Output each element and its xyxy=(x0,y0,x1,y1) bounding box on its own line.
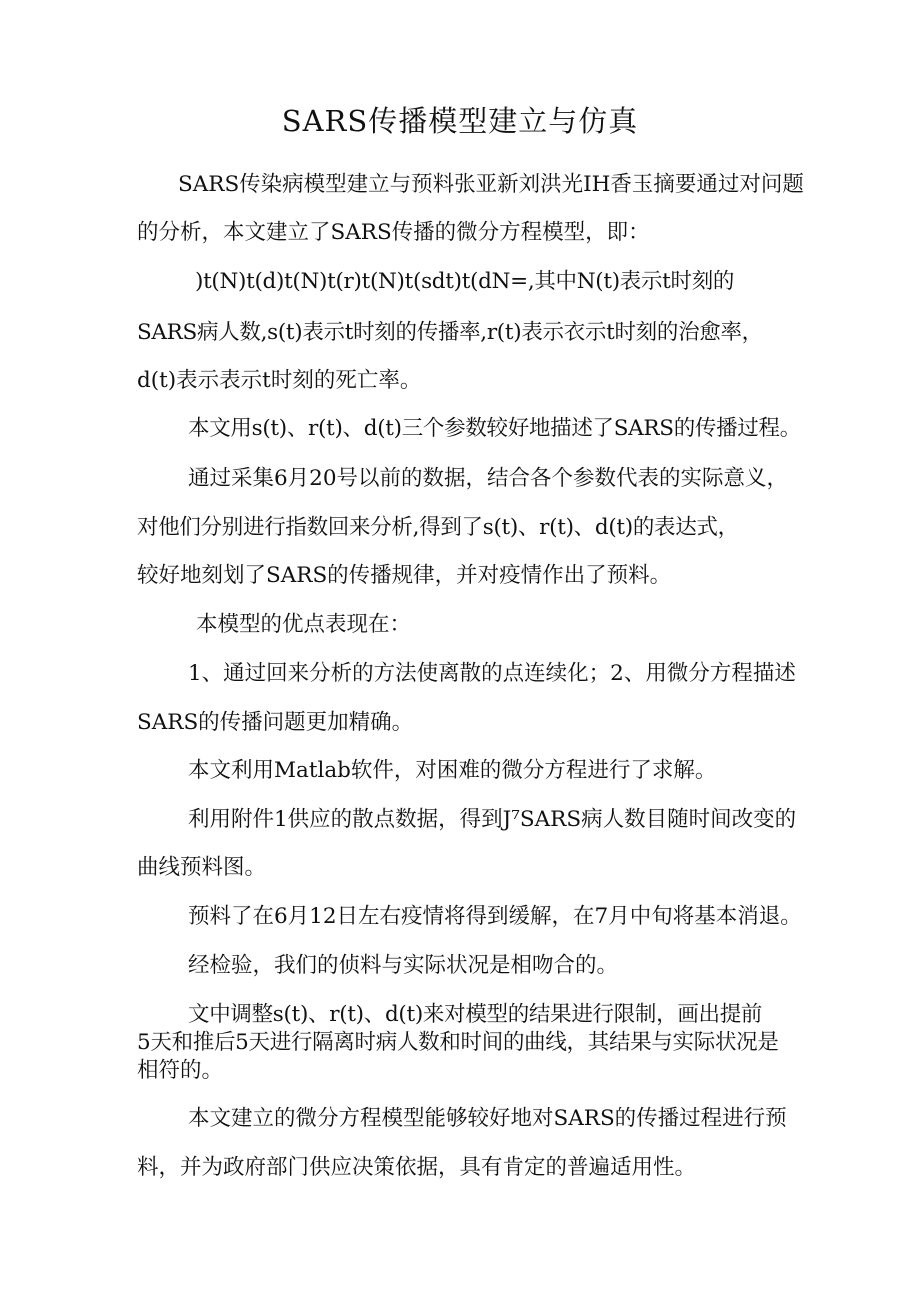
paragraph-line: SARS传染病模型建立与预料张亚新刘洪光IH香玉摘要通过对问题 xyxy=(178,172,804,197)
paragraph-line: SARS病人数,s(t)表示t时刻的传播率,r(t)表示衣示t时刻的治愈率， xyxy=(137,320,763,345)
paragraph-line: 5天和推后5天进行隔离时病人数和时间的曲线，其结果与实际状况是 xyxy=(137,1030,779,1055)
paragraph-line: 本文利用Matlab软件，对困难的微分方程进行了求解。 xyxy=(188,758,717,783)
paragraph-line: )t(N)t(d)t(N)t(r)t(N)t(sdt)t(dN=,其中N(t)表示t时刻的 xyxy=(195,269,735,294)
document-title: SARS传播模型建立与仿真 xyxy=(281,104,639,138)
paragraph-line: d(t)表示表示t时刻的死亡率。 xyxy=(137,368,422,393)
paragraph-line: 利用附件1供应的散点数据，得到J⁷SARS病人数目随时间改变的 xyxy=(188,807,797,832)
paragraph-line: 本文建立的微分方程模型能够较好地对SARS的传播过程进行预 xyxy=(188,1106,787,1131)
paragraph-line: 本文用s(t)、r(t)、d(t)三个参数较好地描述了SARS的传播过程。 xyxy=(188,416,801,441)
paragraph-line: 对他们分别进行指数回来分析,得到了s(t)、r(t)、d(t)的表达式， xyxy=(137,515,739,540)
paragraph-line: 相符的。 xyxy=(137,1058,224,1083)
paragraph-line: 通过采集6月20号以前的数据，结合各个参数代表的实际意义， xyxy=(188,466,789,491)
paragraph-line: 本模型的优点表现在： xyxy=(196,612,412,637)
paragraph-line: 文中调整s(t)、r(t)、d(t)来对模型的结果进行限制，画出提前 xyxy=(188,1002,763,1027)
paragraph-line: 的分析，本文建立了SARS传播的微分方程模型，即： xyxy=(137,220,650,245)
paragraph-line: 料，并为政府部门供应决策依据，具有肯定的普遍适用性。 xyxy=(137,1155,697,1180)
paragraph-line: 1、通过回来分析的方法使离散的点连续化；2、用微分方程描述 xyxy=(188,661,796,686)
paragraph-line: 经检验，我们的侦料与实际状况是相吻合的。 xyxy=(188,953,619,978)
paragraph-line: 预料了在6月12日左右疫情将得到缓解，在7月中旬将基本消退。 xyxy=(188,904,802,929)
paragraph-line: 较好地刻划了SARS的传播规律，并对疫情作出了预料。 xyxy=(137,563,672,588)
paragraph-line: SARS的传播问题更加精确。 xyxy=(137,710,414,735)
paragraph-line: 曲线预料图。 xyxy=(137,855,267,880)
